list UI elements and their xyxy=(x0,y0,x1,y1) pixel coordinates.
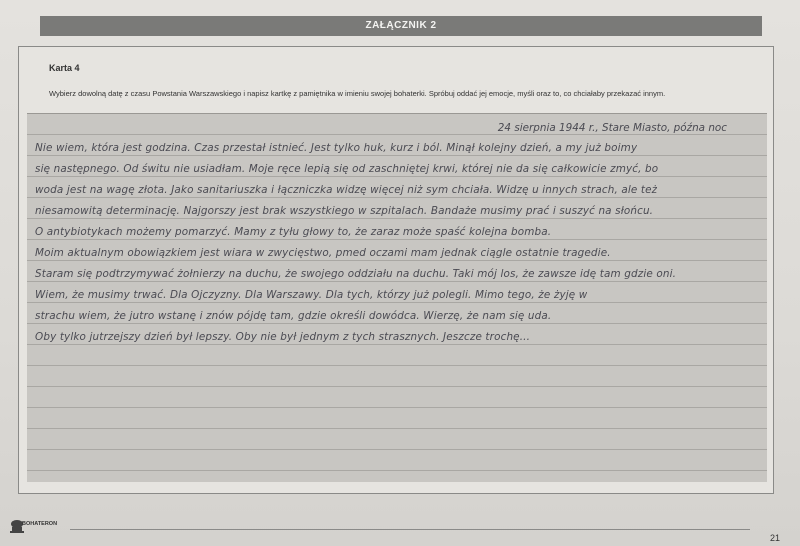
page-number: 21 xyxy=(770,533,781,543)
footer-divider xyxy=(70,529,750,530)
diary-line: się następnego. Od świtu nie usiadłam. Moje ręce lepią się od zaschniętej krwi, której nie da się całkowicie zmyć, bo xyxy=(35,163,659,175)
appendix-header: ZAŁĄCZNIK 2 xyxy=(40,16,762,36)
card-title: Karta 4 xyxy=(49,63,80,73)
diary-line: niesamowitą determinację. Najgorszy jest brak wszystkiego w szpitalach. Bandaże musimy prać i suszyć na słońcu. xyxy=(35,205,654,217)
diary-line: Wiem, że musimy trwać. Dla Ojczyzny. Dla Warszawy. Dla tych, którzy już polegli. Mimo tego, że żyję w xyxy=(35,289,588,301)
diary-line: strachu wiem, że jutro wstanę i znów pójdę tam, gdzie określi dowódca. Wierzę, że nam się uda. xyxy=(35,310,552,322)
diary-line: Oby tylko jutrzejszy dzień był lepszy. Oby nie był jednym z tych strasznych. Jeszcze trochę... xyxy=(35,331,531,343)
diary-line: Nie wiem, która jest godzina. Czas przestał istnieć. Jest tylko huk, kurz i ból. Minął kolejny dzień, a my już boimy xyxy=(35,142,638,154)
diary-line: Staram się podtrzymywać żołnierzy na duchu, że swojego oddziału na duchu. Taki mój los, że zawsze idę tam gdzie oni. xyxy=(35,268,677,280)
logo-text: BOHATERON xyxy=(22,521,58,527)
handwriting-area xyxy=(27,113,767,482)
worksheet-card xyxy=(18,46,774,494)
diary-date-line: 24 sierpnia 1944 r., Stare Miasto, późna noc xyxy=(497,122,727,134)
diary-line: Moim aktualnym obowiązkiem jest wiara w zwycięstwo, pmed oczami mam jednak ciągle ostatnie tragedie. xyxy=(35,247,611,259)
diary-line: O antybiotykach możemy pomarzyć. Mamy z tyłu głowy to, że zaraz może spaść kolejna bomba. xyxy=(35,226,552,238)
card-instruction: Wybierz dowolną datę z czasu Powstania Warszawskiego i napisz kartkę z pamiętnika w imieniu swojej bohaterki. Spróbuj oddać jej emocje, myśli oraz to, co chciałaby przekazać innym. xyxy=(49,89,666,98)
diary-line: woda jest na wagę złota. Jako sanitariuszka i łączniczka widzę więcej niż sym chciała. Widzę u innych strach, ale też xyxy=(35,184,658,196)
